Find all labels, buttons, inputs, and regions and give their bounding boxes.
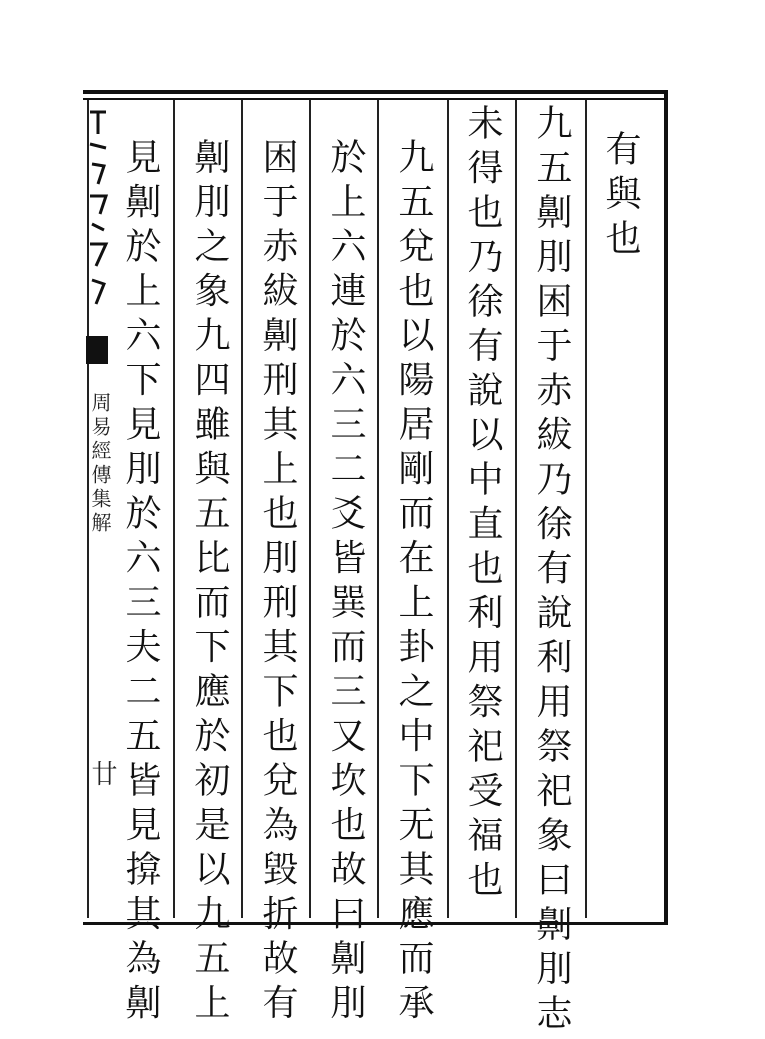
text-column-4: 九五兌也以陽居剛而在上卦之中下无其應而承 <box>393 138 434 1028</box>
text-column-5: 於上六連於六三二爻皆巽而三又坎也故曰劓刖 <box>325 138 366 1028</box>
top-border-inner <box>83 98 668 100</box>
column-divider <box>447 100 449 918</box>
page-frame <box>83 90 668 925</box>
column-divider <box>173 100 175 918</box>
text-column-6: 困于赤紱劓刑其上也刖刑其下也兌為毀折故有 <box>257 138 298 1028</box>
text-column-2: 九五劓刖困于赤紱乃徐有說利用祭祀象曰劓刖志 <box>531 104 572 1039</box>
column-divider <box>515 100 517 918</box>
text-column-3: 未得也乃徐有說以中直也利用祭祀受福也 <box>462 104 503 905</box>
text-column-7: 劓刖之象九四雖與五比而下應於初是以九五上 <box>189 138 230 1028</box>
text-column-8: 見劓於上六下見刖於六三夫二五皆見揜其為劓 <box>120 138 161 1028</box>
top-border <box>83 90 668 94</box>
column-divider <box>309 100 311 918</box>
margin-title: 周易經傳集解 <box>88 392 112 536</box>
column-divider <box>377 100 379 918</box>
fishtail-mark <box>86 336 108 364</box>
bottom-border <box>83 922 668 925</box>
column-divider <box>241 100 243 918</box>
column-divider <box>585 100 587 918</box>
right-border <box>664 90 668 925</box>
text-column-1: 有與也 <box>600 130 641 264</box>
spine-title-mark <box>86 104 110 314</box>
page-number: 廿 <box>87 760 117 786</box>
